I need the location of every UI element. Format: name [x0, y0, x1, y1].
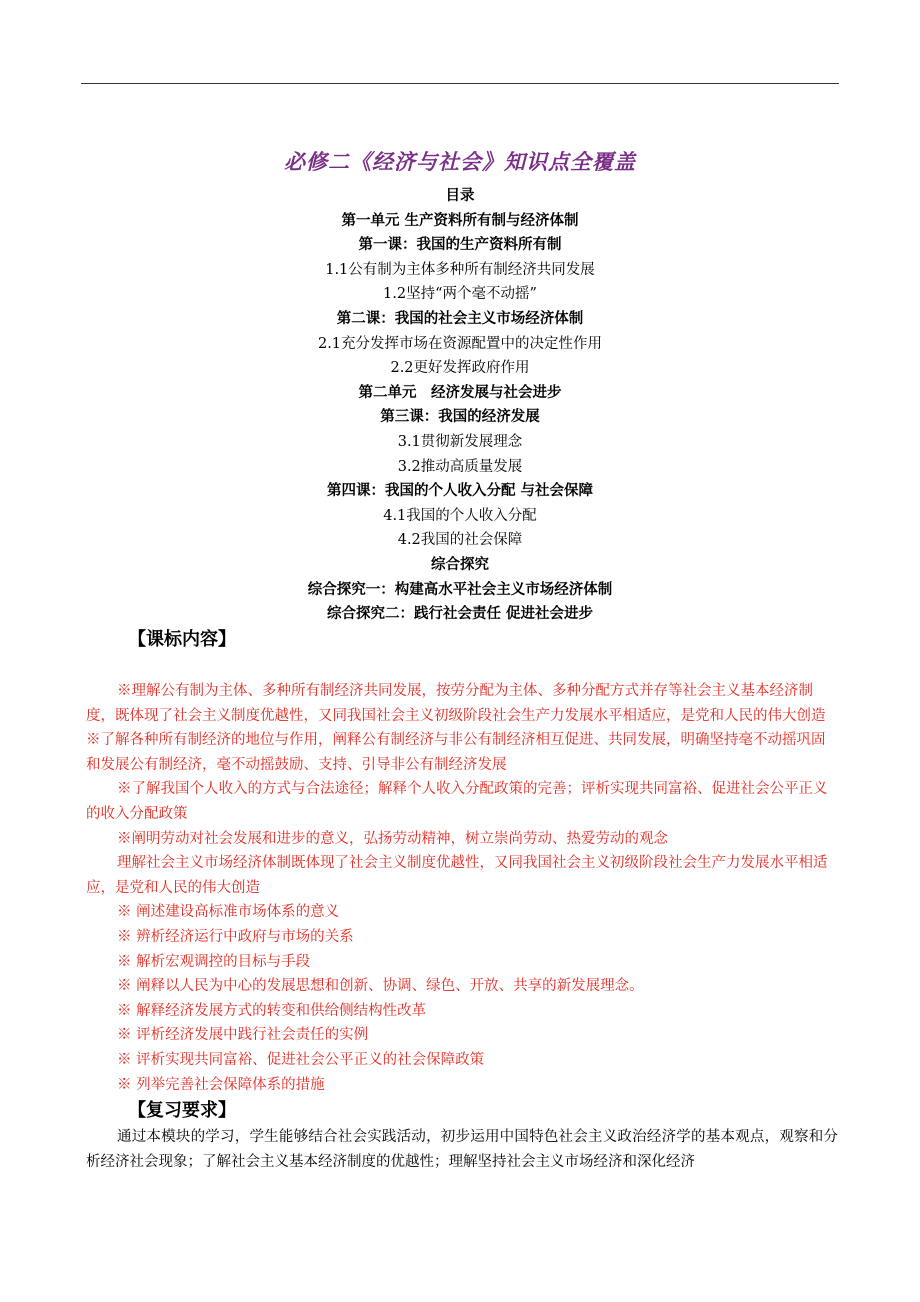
- toc-unit: 综合探究: [431, 555, 489, 573]
- toc-section: 4.1我国的个人收入分配: [383, 507, 537, 524]
- toc-lesson: 综合探究一：构建高水平社会主义市场经济体制: [307, 580, 613, 598]
- toc-section: 1.1公有制为主体多种所有制经济共同发展: [325, 261, 595, 278]
- standards-item: ※ 评析实现共同富裕、促进社会公平正义的社会保障政策: [117, 1051, 485, 1068]
- standards-paragraph: ※了解我国个人收入的方式与合法途径；解释个人收入分配政策的完善；评析实现共同富裕、促进社会公平正义的收入分配政策: [86, 781, 828, 822]
- toc-lesson: 第一课：我国的生产资料所有制: [358, 236, 562, 254]
- standards-paragraph: ※理解公有制为主体、多种所有制经济共同发展，按劳分配为主体、多种分配方式并存等社会主义基本经济制度，既体现了社会主义制度优越性，又同我国社会主义初级阶段社会生产力发展水平相适应，是党和人民的伟大创造: [86, 683, 826, 724]
- standards-item: ※ 评析经济发展中践行社会责任的实例: [117, 1027, 369, 1044]
- review-content: [86, 1125, 838, 1175]
- toc-section: 1.2坚持“两个毫不动摇”: [383, 286, 537, 303]
- review-heading: 【复习要求】: [128, 1100, 236, 1121]
- standards-item: ※ 解释经济发展方式的转变和供给侧结构性改革: [117, 1002, 427, 1019]
- toc-section: 4.2我国的社会保障: [397, 532, 523, 549]
- document-title: 必修二《经济与社会》知识点全覆盖: [284, 150, 636, 174]
- standards-heading: 【课标内容】: [128, 629, 236, 650]
- toc-section: 2.2更好发挥政府作用: [390, 360, 530, 377]
- toc-unit: 第一单元 生产资料所有制与经济体制: [341, 211, 579, 229]
- standards-paragraph: ※了解各种所有制经济的地位与作用，阐释公有制经济与非公有制经济相互促进、共同发展，明确坚持毫不动摇巩固和发展公有制经济，毫不动摇鼓励、支持、引导非公有制经济发展: [86, 732, 826, 773]
- standards-item: ※ 解析宏观调控的目标与手段: [117, 953, 311, 970]
- toc-section: 2.1充分发挥市场在资源配置中的决定性作用: [317, 335, 603, 352]
- table-of-contents: [0, 184, 920, 627]
- standards-item: ※ 辨析经济运行中政府与市场的关系: [117, 928, 354, 945]
- standards-content: [86, 679, 838, 1097]
- standards-item: ※ 列举完善社会保障体系的措施: [117, 1076, 325, 1093]
- standards-paragraph: 理解社会主义市场经济体制既体现了社会主义制度优越性，又同我国社会主义初级阶段社会生产力发展水平相适应，是党和人民的伟大创造: [86, 855, 828, 896]
- toc-lesson: 第四课：我国的个人收入分配 与社会保障: [326, 482, 594, 500]
- standards-item: ※ 阐释以人民为中心的发展思想和创新、协调、绿色、开放、共享的新发展理念。: [117, 978, 644, 995]
- toc-unit: 第二单元 经济发展与社会进步: [358, 383, 562, 401]
- toc-lesson: 综合探究二：践行社会责任 促进社会进步: [326, 605, 594, 623]
- standards-item: ※ 阐述建设高标准市场体系的意义: [117, 904, 340, 921]
- toc-section: 3.2推动高质量发展: [397, 458, 523, 475]
- toc-lesson: 第三课：我国的经济发展: [380, 408, 540, 426]
- toc-section: 3.1贯彻新发展理念: [397, 433, 523, 450]
- toc-lesson: 第二课：我国的社会主义市场经济体制: [336, 309, 584, 327]
- review-paragraph: 通过本模块的学习，学生能够结合社会实践活动，初步运用中国特色社会主义政治经济学的基本观点，观察和分析经济社会现象；了解社会主义基本经济制度的优越性；理解坚持社会主义市场经济和深化经济: [86, 1129, 838, 1170]
- toc-heading: 目录: [445, 187, 475, 204]
- standards-paragraph: ※阐明劳动对社会发展和进步的意义，弘扬劳动精神，树立崇尚劳动、热爱劳动的观念: [117, 830, 668, 847]
- header-rule: [81, 83, 839, 84]
